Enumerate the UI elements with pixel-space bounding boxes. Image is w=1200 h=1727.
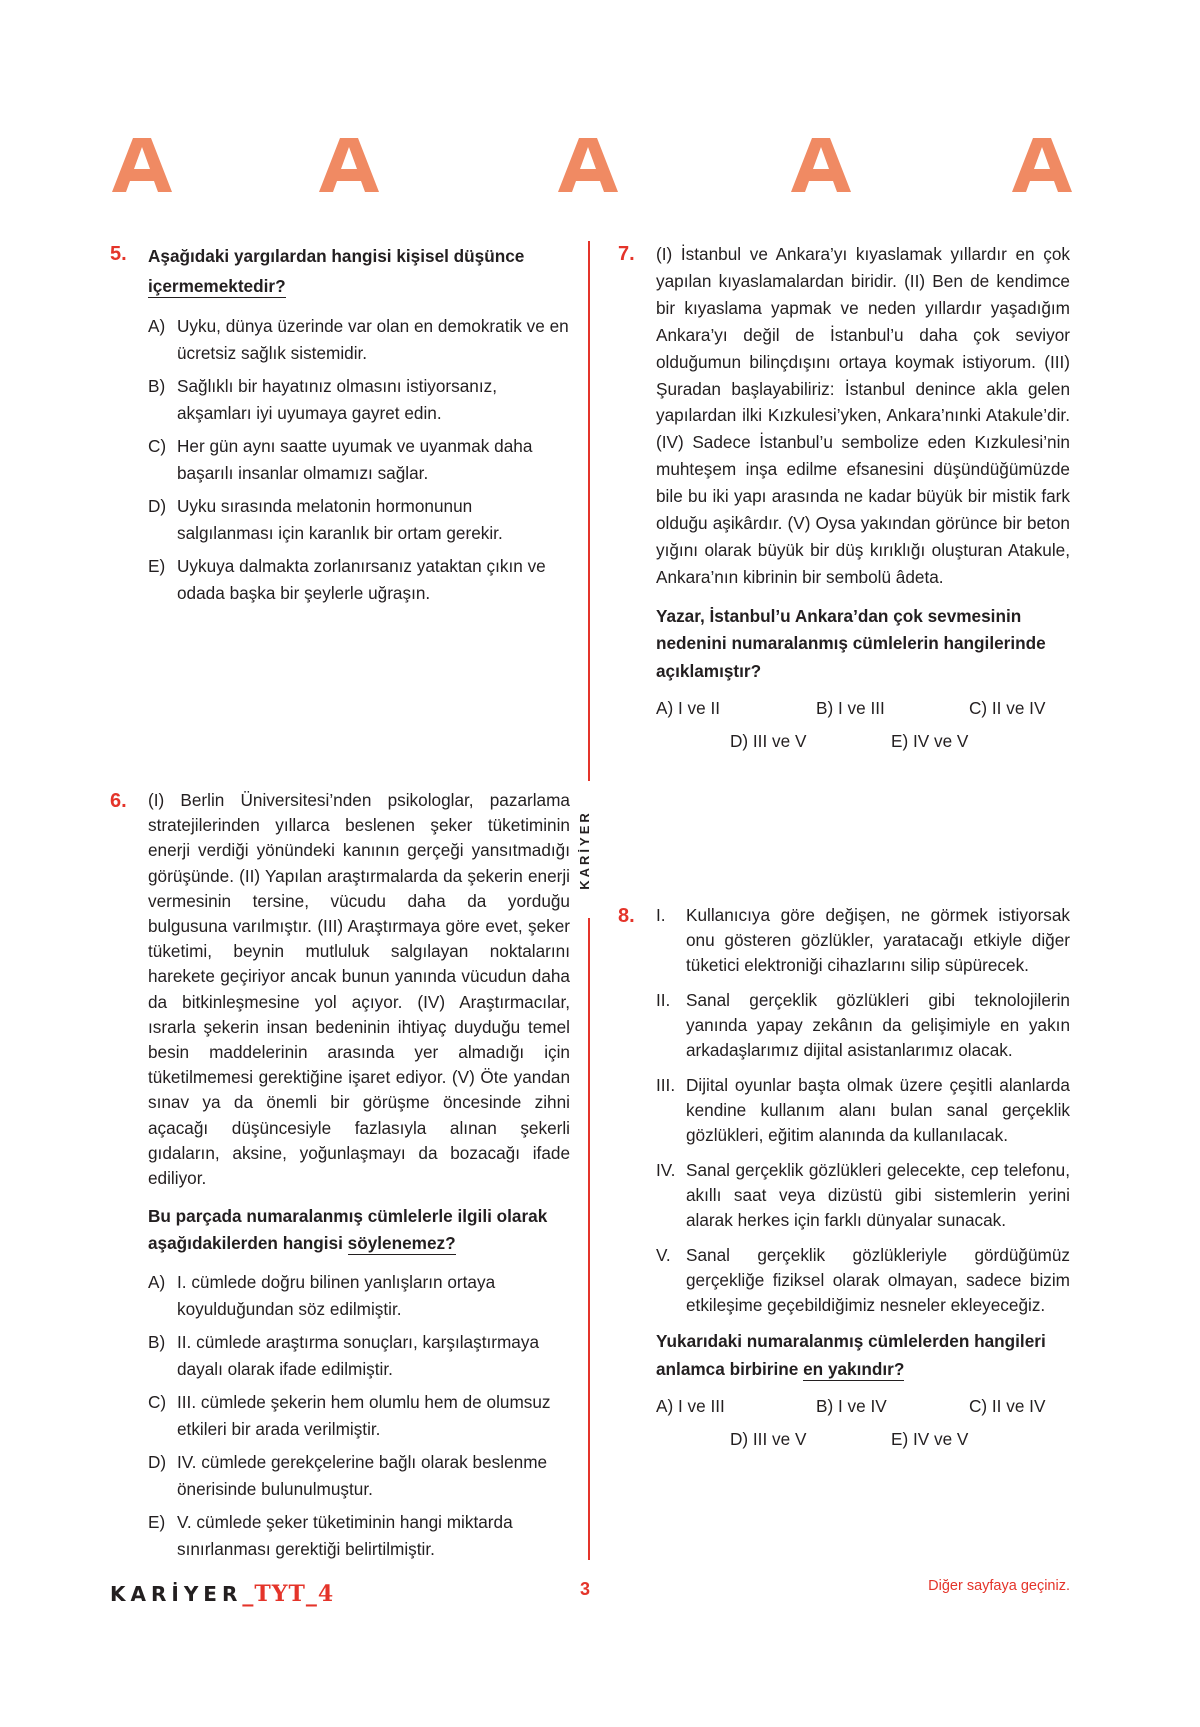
question-number: 8. — [618, 905, 635, 927]
option-b[interactable]: B) Sağlıklı bir hayatınız olmasını istiyorsanız, akşamları iyi uyumaya gayret edin. — [148, 376, 498, 423]
booklet-letter-a-icon — [791, 138, 851, 192]
question-number: 7. — [618, 243, 635, 265]
statement-ii: II. Sanal gerçeklik gözlükleri gibi teknolojilerin yanında yapay zekânın da gelişimiyle en yakın arkadaşlarımız dijital asistanlarımız olacak. — [656, 990, 1070, 1060]
option-b[interactable]: B) I ve III — [816, 698, 885, 719]
option-e[interactable]: E) Uykuya dalmakta zorlanırsanız yataktan çıkın ve odada başka bir şeylerle uğraşın. — [148, 556, 546, 603]
option-d[interactable]: D) IV. cümlede gerekçelerine bağlı olarak beslenme önerisinde bulunulmuştur. — [148, 1452, 548, 1500]
answer-options — [656, 1393, 1070, 1459]
brand-name: KARİYER — [110, 1582, 243, 1606]
question-stem: Bu parçada numaralanmış cümlelerle ilgili olarak aşağıdakilerden hangisi söylenemez? — [148, 1206, 548, 1254]
question-6 — [110, 788, 570, 1569]
stem-emphasis: en yakındır? — [803, 1358, 905, 1379]
question-number: 6. — [110, 790, 127, 812]
svg-text:KARİYER: KARİYER — [577, 810, 592, 890]
side-brand-label — [577, 800, 601, 900]
option-d[interactable]: D) III ve V — [730, 1429, 807, 1449]
stem-emphasis: söylenemez? — [347, 1233, 456, 1254]
question-8 — [618, 903, 1070, 1459]
option-e[interactable]: E) IV ve V — [891, 1429, 969, 1449]
column-divider — [588, 918, 590, 1560]
statement-iv: IV. Sanal gerçeklik gözlükleri gelecekte, cep telefonu, akıllı saat veya dizüstü gibi sistemlerin yerini alarak herkes için farklı dünyalar sunacak. — [656, 1160, 1070, 1230]
exam-code: _TYT_4 — [242, 1581, 335, 1607]
option-e[interactable]: E) IV ve V — [891, 731, 969, 752]
booklet-letter-a-icon — [112, 138, 172, 192]
question-paragraph: (I) İstanbul ve Ankara’yı kıyaslamak yıllardır en çok yapılan kıyaslamalardan biridir. (II) Ben de kendimce bir kıyaslama yapmak ve neden yıllardır yaşadığım Ankara’yı değil de İstanbul’u daha çok seviyor olduğumun bilinçdışını ortaya koymak istiyorum. (III) Şuradan başlayabiliriz: İstanbul denince akla gelen yapılardan ilki Kızkulesi’yken, Ankara’nınki Atakule’dir. (IV) Sadece İstanbul’u sembolize eden Kızkulesi’nin muhteşem inşa edilme efsanesini düşündüğümüzde bile bu iki yapı arasında ne kadar büyük bir mistik fark olduğu aşikârdır. (V) Oysa yakından görünce bir beton yığını olarak büyük bir düş kırıklığı oluşturan Atakule, Ankara’nın kibrinin bir sembolü âdeta. — [656, 244, 1070, 587]
question-stem: Yukarıdaki numaralanmış cümlelerden hangileri anlamca birbirine en yakındır? — [656, 1331, 1046, 1379]
option-c[interactable]: C) Her gün aynı saatte uyumak ve uyanmak daha başarılı insanlar olmamızı sağlar. — [148, 436, 533, 483]
booklet-letter-a-icon — [319, 138, 379, 192]
next-page-note: Diğer sayfaya geçiniz. — [928, 1578, 1070, 1594]
option-c[interactable]: C) II ve IV — [969, 698, 1046, 719]
answer-options — [656, 695, 1070, 761]
question-7 — [618, 241, 1070, 761]
option-b[interactable]: B) II. cümlede araştırma sonuçları, karşılaştırmaya dayalı olarak ifade edilmiştir. — [148, 1332, 540, 1380]
booklet-letter-a-icon — [1012, 138, 1072, 192]
option-a[interactable]: A) I ve II — [656, 698, 720, 719]
option-a[interactable]: A) I ve III — [656, 1396, 725, 1416]
question-number: 5. — [110, 243, 127, 265]
question-paragraph: (I) Berlin Üniversitesi’nden psikologlar, pazarlama stratejilerinden yıllarca beslenen şeker tüketiminin enerji verdiği yönündeki kanının gerçeği yansıtmadığı görüşünde. (II) Yapılan araştırmalarda da şekerin enerji vermesinin tersine, vücudu daha da yorduğu bulgusuna varılmıştır. (III) Araştırmaya göre evet, şeker tüketimi, beynin mutluluk salgılayan noktalarını harekete geçiriyor ancak bunun yanında vücudun daha da bitkinleşmesine yol açıyor. (IV) Araştırmacılar, ısrarla şekerin insan bedeninin ihtiyaç duyduğu temel besin maddelerinin arasında yer almadığı için tüketilmemesi gerektiğine işaret ediyor. (V) Öte yandan sınav ya da önemli bir görüşme öncesinde zihni açacağı düşüncesiyle fazlasıyla alınan şekerli gıdaların, aksine, yoğunlaşmayı da bozacağı ifade ediliyor. — [148, 790, 570, 1189]
statement-v: V. Sanal gerçeklik gözlükleriyle gördüğümüz gerçekliğe fiziksel olarak olmayan, sadece bizim etkileşime geçebildiğimiz nesneler ekleyeceğiz. — [656, 1245, 1070, 1315]
question-stem: Yazar, İstanbul’u Ankara’dan çok sevmesinin nedenini numaralanmış cümlelerin hangilerinde açıklamıştır? — [656, 605, 1046, 681]
footer-brand — [110, 1581, 334, 1607]
question-5 — [110, 241, 570, 613]
option-d[interactable]: D) Uyku sırasında melatonin hormonunun salgılanması için karanlık bir ortam gerekir. — [148, 496, 503, 543]
stem-emphasis: içermemektedir? — [148, 276, 286, 296]
option-b[interactable]: B) I ve IV — [816, 1396, 887, 1416]
question-stem: Aşağıdaki yargılardan hangisi kişisel düşünce içermemektedir? — [148, 246, 525, 296]
option-c[interactable]: C) III. cümlede şekerin hem olumlu hem de olumsuz etkileri bir arada verilmiştir. — [148, 1392, 551, 1440]
page-number: 3 — [580, 1579, 591, 1599]
statement-i: I. Kullanıcıya göre değişen, ne görmek istiyorsak onu gösteren gözlükler, yaratacağı etkiyle diğer tüketici elektroniği cihazlarını silip süpürecek. — [656, 905, 1070, 975]
option-a[interactable]: A) I. cümlede doğru bilinen yanlışların ortaya koyulduğundan söz edilmiştir. — [148, 1272, 496, 1320]
option-e[interactable]: E) V. cümlede şeker tüketiminin hangi miktarda sınırlanması gerektiği belirtilmiştir. — [148, 1512, 513, 1560]
booklet-letter-a-icon — [558, 138, 618, 192]
statement-iii: III. Dijital oyunlar başta olmak üzere çeşitli alanlarda kendine kullanım alanı bulan sanal gerçeklik gözlükleri, eğitim alanında da kullanılacak. — [656, 1075, 1070, 1145]
option-a[interactable]: A) Uyku, dünya üzerinde var olan en demokratik ve en ücretsiz sağlık sistemidir. — [148, 316, 569, 363]
column-divider — [588, 241, 590, 781]
option-c[interactable]: C) II ve IV — [969, 1396, 1046, 1416]
option-d[interactable]: D) III ve V — [730, 731, 807, 752]
